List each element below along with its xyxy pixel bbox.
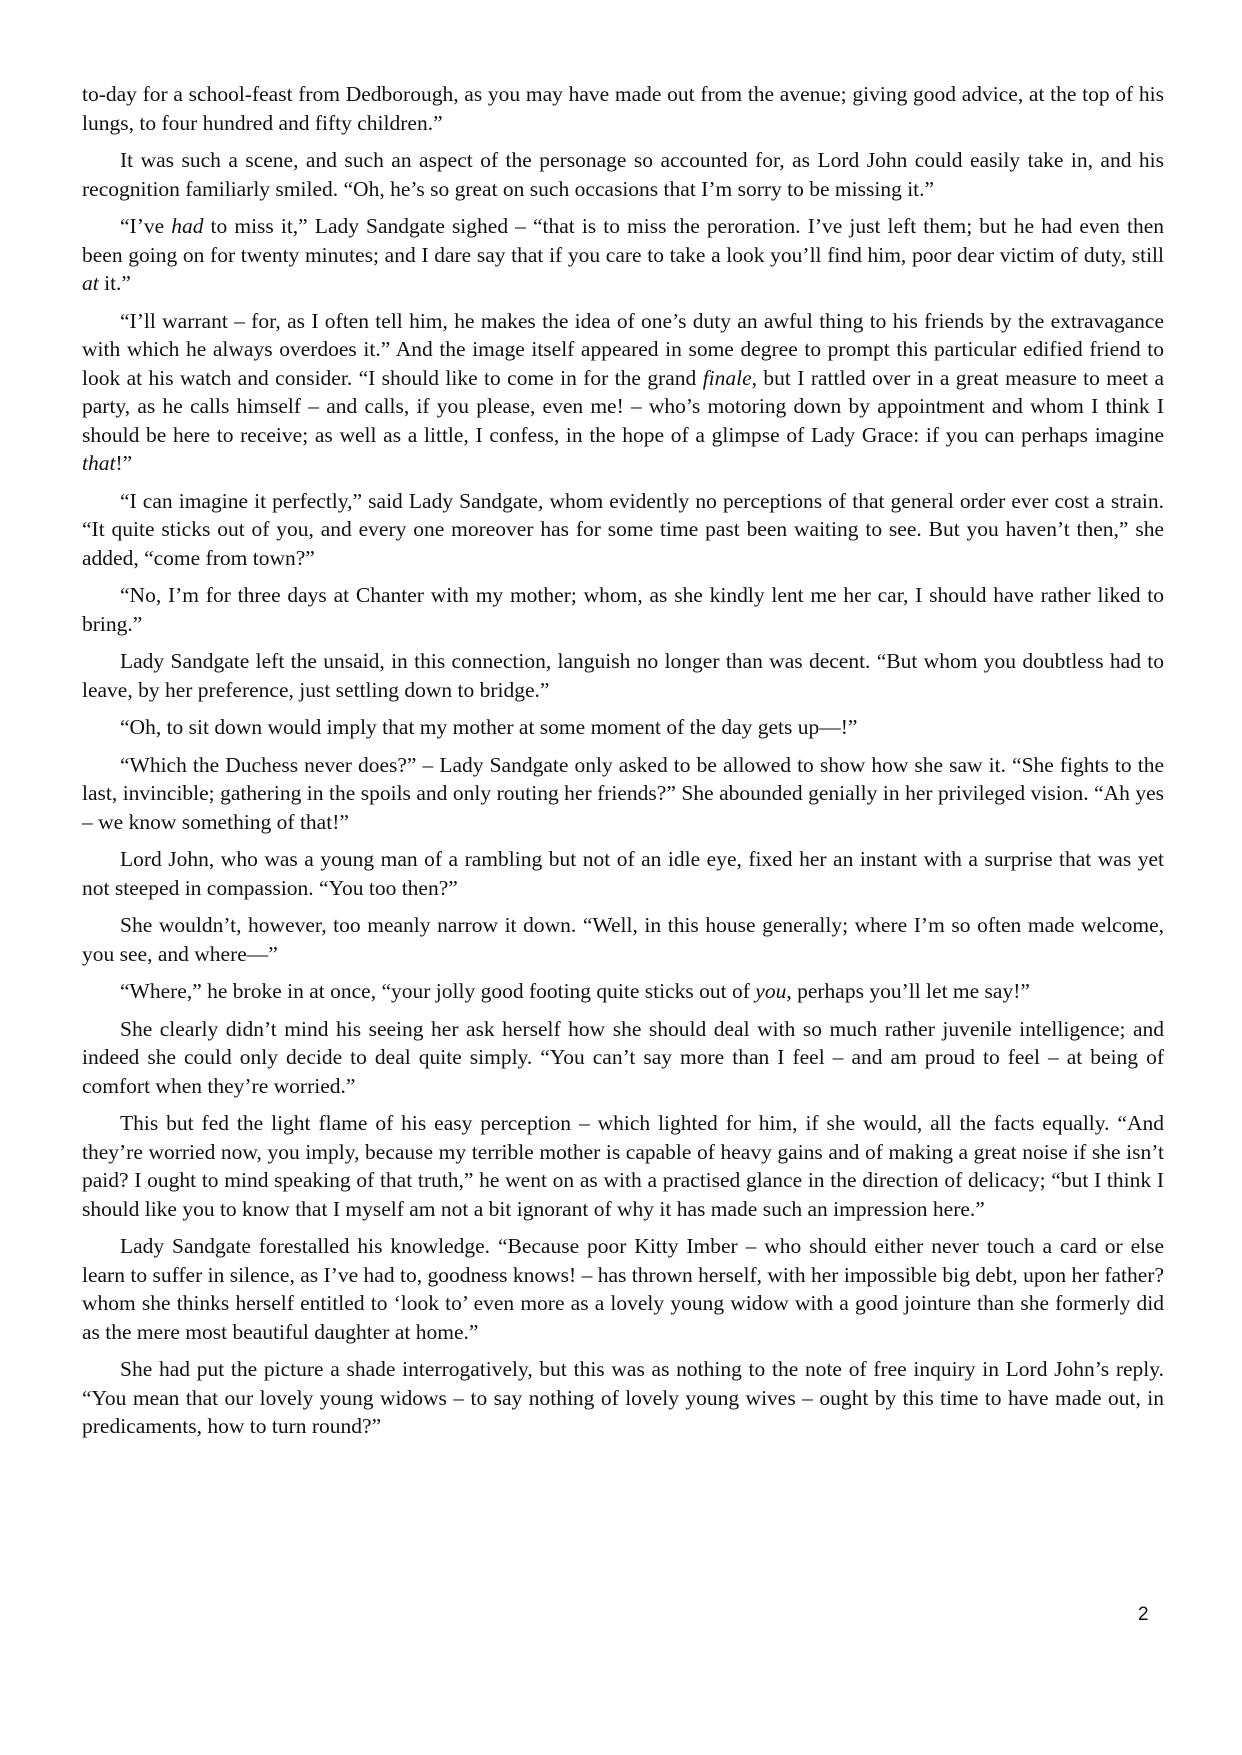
paragraph bbox=[82, 80, 1164, 137]
text-run: Lord John, who was a young man of a rambling but not of an idle eye, fixed her an instant with a surprise that was yet not steeped in compassion. “You too then?” bbox=[82, 847, 1164, 900]
text-run: She had put the picture a shade interrogatively, but this was as nothing to the note of free inquiry in Lord John’s reply. “You mean that our lovely young widows – to say nothing of lovely young wives – ought by this time to have made out, in predicaments, how to turn round?” bbox=[82, 1357, 1164, 1438]
paragraph bbox=[82, 845, 1164, 902]
text-run: “Where,” he broke in at once, “your jolly good footing quite sticks out of bbox=[120, 979, 756, 1003]
text-run: “I can imagine it perfectly,” said Lady Sandgate, whom evidently no perceptions of that general order ever cost a strain. “It quite sticks out of you, and every one moreover has for some time past been waiting to see. But you haven’t then,” she added, “come from town?” bbox=[82, 488, 1164, 570]
text-run: to miss it,” Lady Sandgate sighed – “that is to miss the peroration. I’ve just left them; but he had even then been going on for twenty minutes; and I dare say that if you care to take a look you’ll find him, poor dear victim of duty, still bbox=[82, 214, 1164, 267]
page-number: 2 bbox=[1138, 1604, 1149, 1625]
text-run: Lady Sandgate left the unsaid, in this connection, languish no longer than was decent. “But whom you doubtless had to leave, by her preference, just settling down to bridge.” bbox=[82, 649, 1164, 702]
text-run: !” bbox=[115, 451, 133, 475]
text-run: This but fed the light flame of his easy perception – which lighted for him, if she would, all the facts equally. “And they’re worried now, you imply, because my terrible mother is capable of heavy gains and of making a great noise if she isn’t paid? I ought to mind speaking of that truth,” he went on as with a practised glance in the direction of delicacy; “but I think I should like you to know that I myself am not a bit ignorant of why it has made such an impression here.” bbox=[82, 1111, 1164, 1221]
text-run: “I’ll warrant – for, as I often tell him, he makes the idea of one’s duty an awful thing to his friends by the extravagance with which he always overdoes it.” And the image itself appeared in some degree to prompt this particular edified friend to look at his watch and consider. “I should like to come in for the grand bbox=[82, 308, 1164, 390]
italic-text: you bbox=[755, 979, 787, 1003]
paragraph bbox=[82, 977, 1164, 1006]
text-run: She clearly didn’t mind his seeing her ask herself how she should deal with so much rather juvenile intelligence; and indeed she could only decide to deal quite simply. “You can’t say more than I feel – and am proud to feel – at being of comfort when they’re worried.” bbox=[82, 1016, 1164, 1098]
paragraph bbox=[82, 146, 1164, 203]
text-run: , perhaps you’ll let me say!” bbox=[786, 979, 1030, 1003]
text-run: to-day for a school-feast from Dedborough, as you may have made out from the avenue; giving good advice, at the top of his lungs, to four hundred and fifty children.” bbox=[82, 82, 1164, 135]
italic-text: that bbox=[82, 451, 116, 475]
paragraph bbox=[82, 581, 1164, 638]
text-run: Lady Sandgate forestalled his knowledge. “Because poor Kitty Imber – who should either never touch a card or else learn to suffer in silence, as I’ve had to, goodness knows! – has thrown herself, with her impossible big debt, upon her father? whom she thinks herself entitled to ‘look to’ even more as a lovely young widow with a good jointure than she formerly did as the mere most beautiful daughter at home.” bbox=[82, 1234, 1164, 1344]
paragraph bbox=[82, 713, 1164, 742]
text-run: “No, I’m for three days at Chanter with my mother; whom, as she kindly lent me her car, I should have rather liked to bring.” bbox=[82, 583, 1164, 636]
paragraph bbox=[82, 751, 1164, 837]
paragraph bbox=[82, 212, 1164, 298]
paragraph bbox=[82, 647, 1164, 704]
text-run: it.” bbox=[98, 271, 131, 295]
paragraph bbox=[82, 1355, 1164, 1441]
text-run: She wouldn’t, however, too meanly narrow it down. “Well, in this house generally; where I’m so often made welcome, you see, and where—” bbox=[82, 913, 1164, 966]
paragraph bbox=[82, 307, 1164, 478]
text-run: “Oh, to sit down would imply that my mother at some moment of the day gets up—!” bbox=[120, 715, 858, 739]
italic-text: at bbox=[82, 271, 99, 295]
paragraph bbox=[82, 487, 1164, 573]
paragraph bbox=[82, 1232, 1164, 1346]
text-run: It was such a scene, and such an aspect of the personage so accounted for, as Lord John could easily take in, and his recognition familiarly smiled. “Oh, he’s so great on such occasions that I’m sorry to be missing it.” bbox=[82, 148, 1164, 201]
paragraph bbox=[82, 1015, 1164, 1101]
paragraph bbox=[82, 911, 1164, 968]
paragraph bbox=[82, 1109, 1164, 1223]
italic-text: had bbox=[171, 214, 204, 238]
document-body bbox=[82, 80, 1164, 1450]
text-run: , but I rattled over in a great measure to meet a party, as he calls himself – and calls, if you please, even me! – who’s motoring down by appointment and whom I think I should be here to receive; as well as a little, I confess, in the hope of a glimpse of Lady Grace: if you can perhaps imagine bbox=[82, 365, 1164, 447]
text-run: “Which the Duchess never does?” – Lady Sandgate only asked to be allowed to show how she saw it. “She fights to the last, invincible; gathering in the spoils and only routing her friends?” She abounded genially in her privileged vision. “Ah yes – we know something of that!” bbox=[82, 752, 1164, 834]
italic-text: finale bbox=[702, 365, 752, 390]
text-run: “I’ve bbox=[120, 214, 172, 238]
